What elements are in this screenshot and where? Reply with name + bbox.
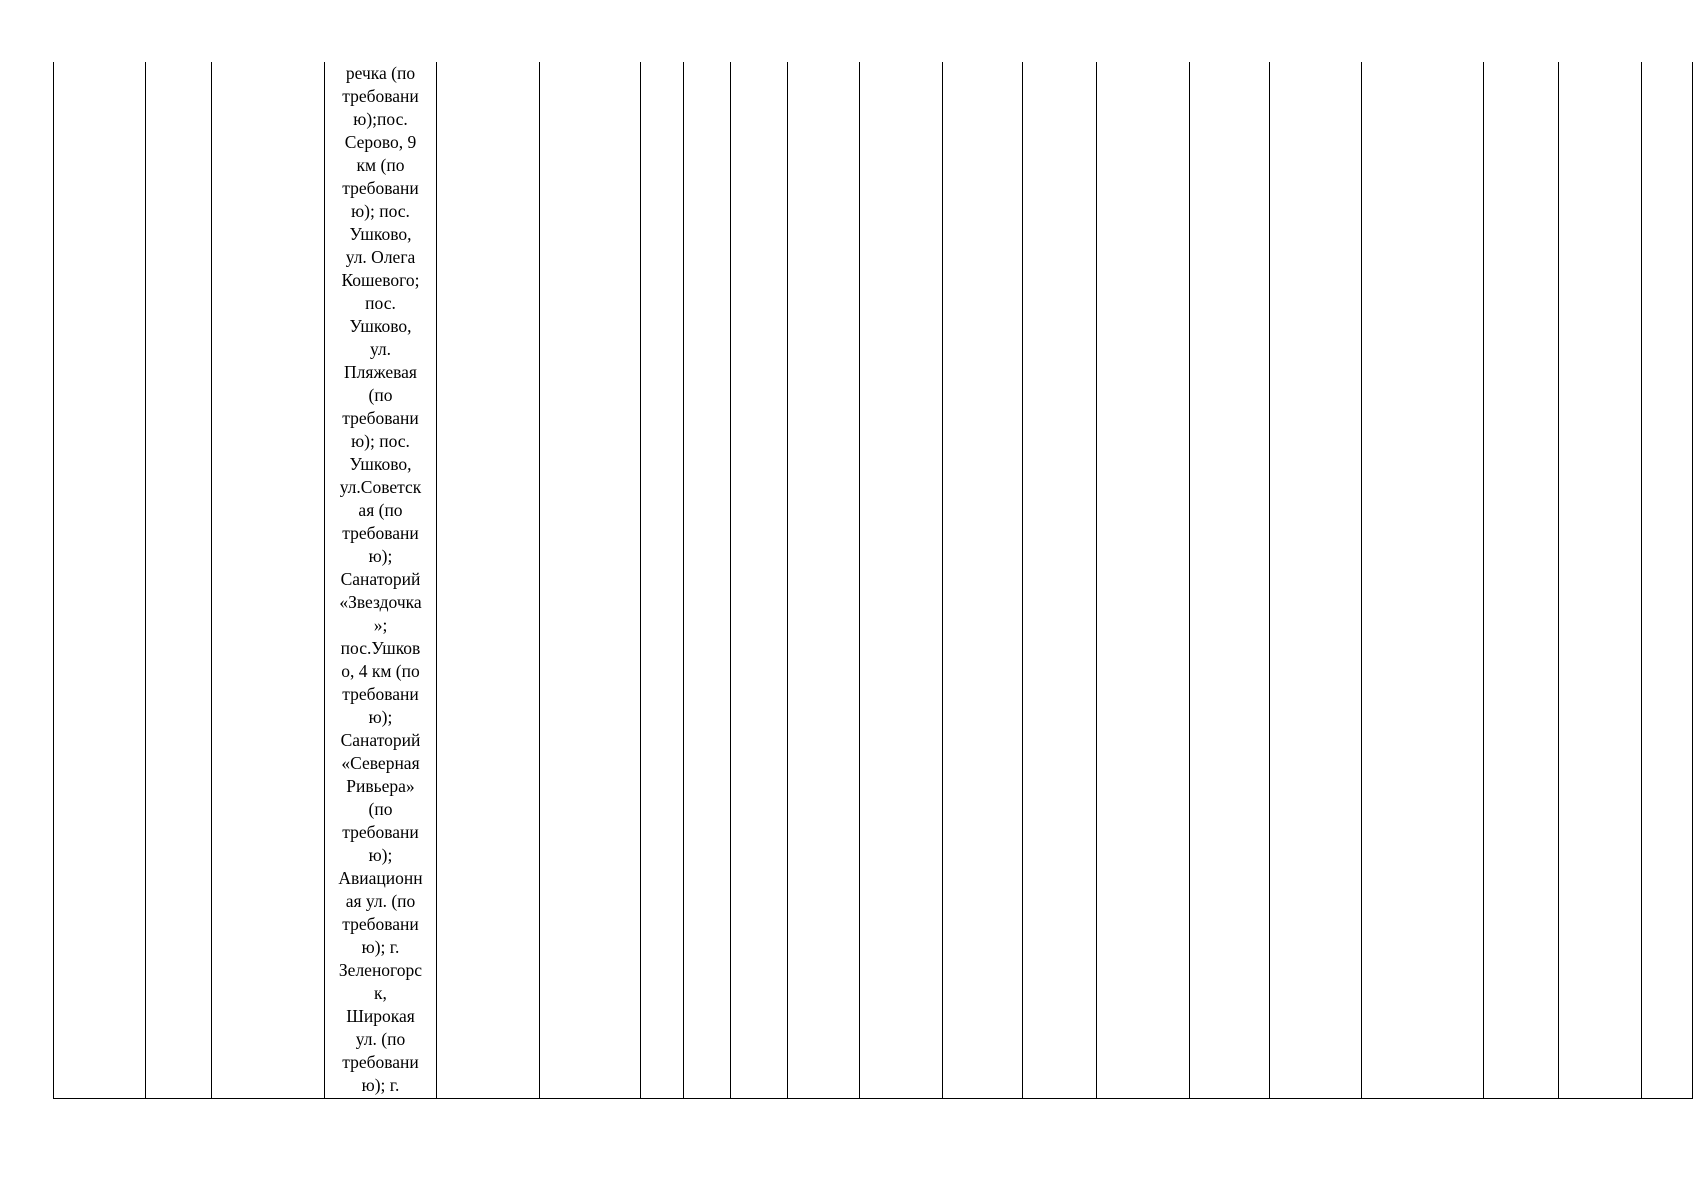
table-cell-col-6 xyxy=(540,62,641,1099)
table-cell-col-16 xyxy=(1270,62,1362,1099)
table-cell-col-11 xyxy=(860,62,943,1099)
table-cell-col-2 xyxy=(146,62,212,1099)
table-cell-col-14 xyxy=(1097,62,1190,1099)
table-cell-col-9 xyxy=(731,62,788,1099)
table-cell-col-12 xyxy=(943,62,1023,1099)
table-cell-col-13 xyxy=(1023,62,1097,1099)
table-cell-col-1 xyxy=(54,62,146,1099)
table-cell-col-15 xyxy=(1190,62,1270,1099)
table-row xyxy=(54,62,1693,1099)
table-cell-col-10 xyxy=(788,62,860,1099)
table-cell-col-17 xyxy=(1362,62,1484,1099)
table-cell-col-18 xyxy=(1484,62,1559,1099)
table-cell-col-19 xyxy=(1559,62,1642,1099)
table-cell-col-5 xyxy=(437,62,540,1099)
route-schedule-table xyxy=(53,62,1693,1099)
intermediate-stops-text: речка (по требовани ю);пос. Серово, 9 км (по требовани ю); пос. Ушково, ул. Олега Кошевого; пос. Ушково, ул. Пляжевая (по требовани ю); пос. Ушково, ул.Советск ая (по требовани ю); Санаторий «Звездочка »; пос.Ушков о, 4 км (по требовани ю); Санаторий «Северная Ривьера» (по требовани ю); Авиационн ая ул. (по требовани ю); г. Зеленогорс к, Широкая ул. (по требовани ю); г. xyxy=(338,63,423,1095)
table-cell-col-3 xyxy=(212,62,325,1099)
table-cell-stops xyxy=(325,62,437,1099)
table-cell-col-8 xyxy=(684,62,731,1099)
table-cell-col-20 xyxy=(1642,62,1693,1099)
table-cell-col-7 xyxy=(641,62,684,1099)
